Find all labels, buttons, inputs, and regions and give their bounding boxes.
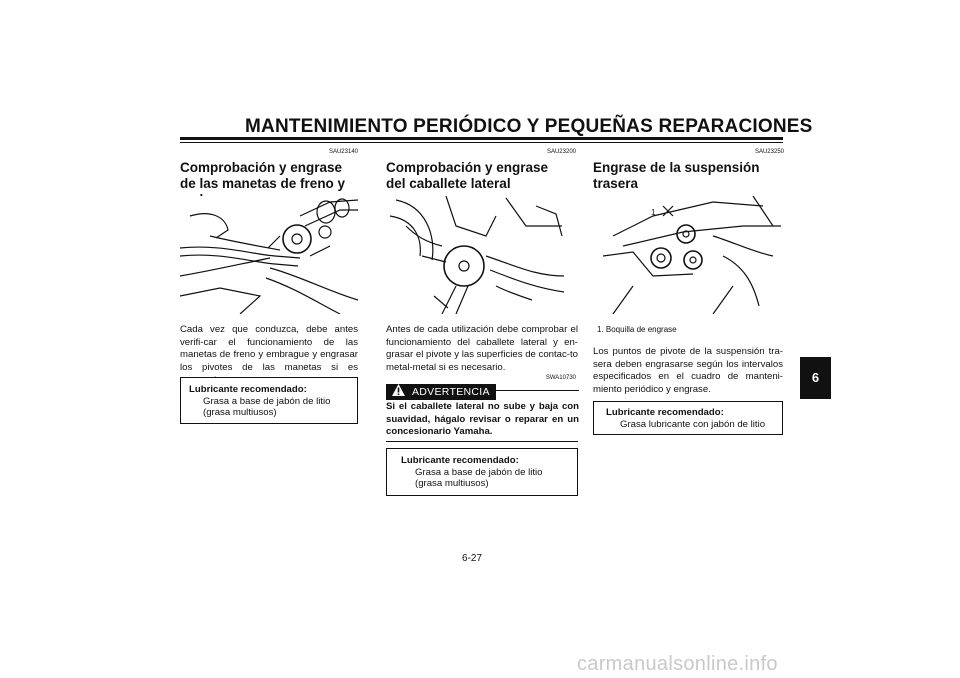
warning-badge: ADVERTENCIA (386, 384, 496, 400)
lubricant-box (180, 377, 358, 424)
section-title: Comprobación y engrase de las manetas de freno y (180, 160, 346, 191)
section-code: SAU23200 (546, 149, 576, 155)
lubricant-value: Grasa a base de jabón de litio (grasa multiusos) (415, 466, 543, 489)
section-code: SAU23250 (754, 149, 784, 155)
section-body: Antes de cada utilización debe comprobar el funcionamiento del caballete lateral y en-grasar el pivote y las superficies de contac-to metal-metal si es necesario. (386, 324, 578, 374)
figure-caption: 1. Boquilla de engrase (597, 325, 677, 334)
callout-number: 1 (651, 208, 656, 217)
chapter-tab: 6 (800, 357, 831, 399)
section-body: Los puntos de pivote de la suspensión tra-sera deben engrasarse según los intervalos especificados en el cuadro de manteni-miento periódico y engrase. (593, 346, 783, 396)
lever-illustration (180, 196, 358, 314)
lubricant-label: Lubricante recomendado: (401, 455, 519, 466)
header-rule-thin (180, 142, 783, 143)
section-code: SAU23140 (328, 149, 358, 155)
section-title: Comprobación y engrase del caballete lateral (386, 160, 549, 191)
sidestand-illustration (386, 196, 564, 314)
lubricant-value: Grasa a base de jabón de litio (grasa multiusos) (203, 395, 331, 418)
watermark: carmanualsonline.info (577, 653, 778, 675)
page-title: MANTENIMIENTO PERIÓDICO Y PEQUEÑAS REPARACIONES (245, 116, 813, 137)
section-body: Cada vez que conduzca, debe antes verifi-car el funcionamiento de las manetas de freno y embrague y engrasar los pivotes de las manetas si es (180, 324, 358, 374)
lubricant-box (593, 401, 783, 435)
page-number: 6-27 (462, 553, 483, 564)
lubricant-label: Lubricante recomendado: (606, 407, 724, 418)
warning-icon (391, 383, 406, 397)
lubricant-value: Grasa lubricante con jabón de litio (620, 418, 766, 430)
lubricant-label: Lubricante recomendado: (189, 384, 307, 395)
lubricant-box (386, 448, 578, 496)
section-title: Engrase de la suspensión trasera (593, 160, 760, 191)
warning-text: Si el caballete lateral no sube y baja con suavidad, hágalo revisar o reparar en un concesionario Yamaha. (386, 401, 579, 438)
header-rule (180, 137, 783, 140)
warning-code: SWA10730 (545, 375, 576, 381)
warning-rule (386, 441, 578, 442)
warning-header (386, 382, 496, 400)
rear-suspension-illustration (593, 196, 781, 314)
